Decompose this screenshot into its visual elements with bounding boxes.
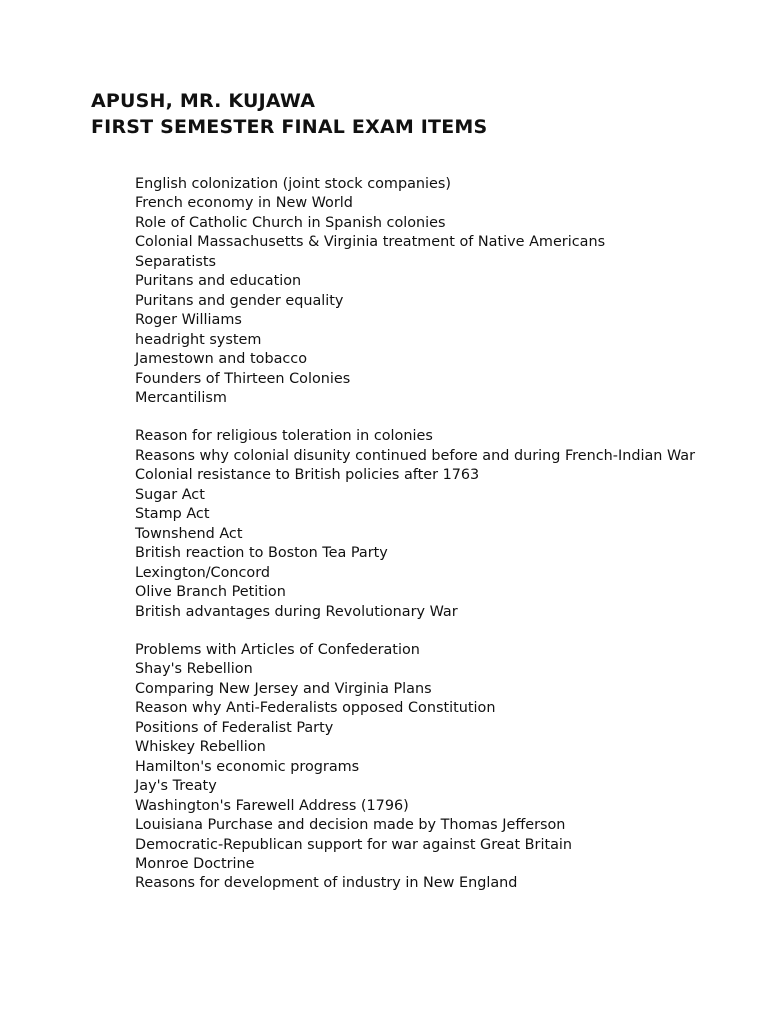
list-item: Louisiana Purchase and decision made by Thomas Jefferson bbox=[135, 817, 566, 834]
document-header bbox=[91, 88, 711, 140]
list-item: Whiskey Rebellion bbox=[135, 739, 266, 756]
list-item: Sugar Act bbox=[135, 486, 205, 503]
list-item: headright system bbox=[135, 331, 262, 348]
list-item: Shay's Rebellion bbox=[135, 661, 253, 678]
list-item: Positions of Federalist Party bbox=[135, 719, 334, 736]
list-item: Comparing New Jersey and Virginia Plans bbox=[135, 680, 432, 697]
list-item: French economy in New World bbox=[135, 195, 353, 212]
list-item: Lexington/Concord bbox=[135, 564, 271, 581]
list-item: Reasons for development of industry in New England bbox=[135, 875, 518, 892]
list-item: Problems with Articles of Confederation bbox=[135, 641, 420, 658]
list-item: Colonial resistance to British policies after 1763 bbox=[135, 467, 480, 484]
list-item: Stamp Act bbox=[135, 506, 210, 523]
list-item: Hamilton's economic programs bbox=[135, 758, 360, 775]
list-item: Reasons why colonial disunity continued before and during French-Indian War bbox=[135, 447, 696, 464]
list-item: Olive Branch Petition bbox=[135, 584, 286, 601]
section-revolutionary-era bbox=[135, 427, 735, 622]
list-item: Roger Williams bbox=[135, 312, 242, 329]
list-item: Washington's Farewell Address (1796) bbox=[135, 797, 409, 814]
list-item: Colonial Massachusetts & Virginia treatment of Native Americans bbox=[135, 234, 606, 251]
section-colonial-era bbox=[135, 175, 735, 408]
section-early-republic bbox=[135, 641, 735, 894]
list-item: Jay's Treaty bbox=[135, 778, 217, 795]
list-item: Puritans and gender equality bbox=[135, 292, 344, 309]
exam-items-list bbox=[135, 175, 735, 913]
list-item: British reaction to Boston Tea Party bbox=[135, 545, 388, 562]
list-item: Founders of Thirteen Colonies bbox=[135, 370, 351, 387]
list-item: Separatists bbox=[135, 253, 216, 270]
list-item: Reason why Anti-Federalists opposed Constitution bbox=[135, 700, 496, 717]
course-title: APUSH, MR. KUJAWA bbox=[91, 90, 316, 112]
list-item: British advantages during Revolutionary War bbox=[135, 603, 458, 620]
list-item: English colonization (joint stock companies) bbox=[135, 176, 451, 192]
list-item: Townshend Act bbox=[135, 525, 243, 542]
list-item: Democratic-Republican support for war against Great Britain bbox=[135, 836, 573, 853]
list-item: Role of Catholic Church in Spanish colonies bbox=[135, 214, 446, 231]
list-item: Reason for religious toleration in colonies bbox=[135, 428, 433, 445]
list-item: Mercantilism bbox=[135, 389, 227, 406]
exam-title: FIRST SEMESTER FINAL EXAM ITEMS bbox=[91, 116, 488, 138]
list-item: Jamestown and tobacco bbox=[135, 351, 308, 368]
list-item: Monroe Doctrine bbox=[135, 855, 255, 872]
list-item: Puritans and education bbox=[135, 273, 302, 290]
